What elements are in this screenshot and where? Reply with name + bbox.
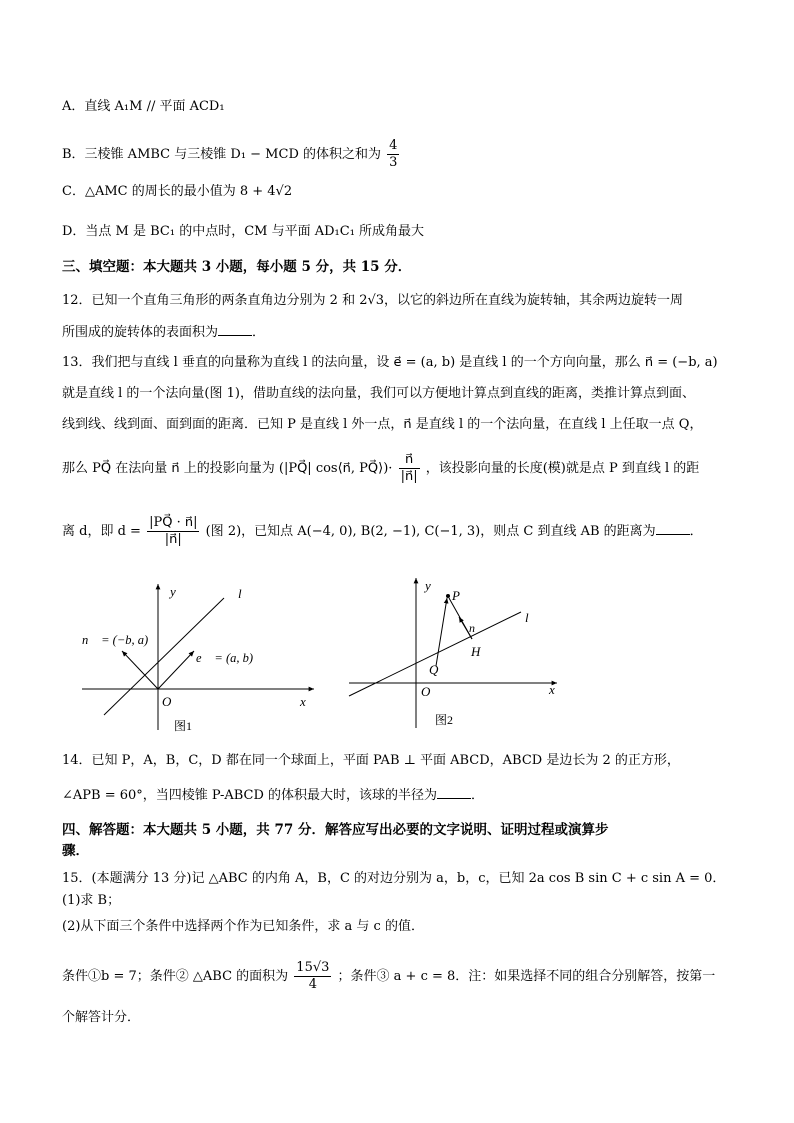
fig2-label-q: Q [429, 662, 439, 677]
q12-end: ． [252, 325, 266, 340]
q13-line4-prefix: 那么 PQ⃗ 在法向量 n⃗ 上的投影向量为 (|PQ⃗| cos⟨n⃗, PQ⃗⟩)· [62, 461, 393, 476]
option-b-text: B．三棱锥 AMBC 与三棱锥 D₁ − MCD 的体积之和为 [62, 147, 381, 162]
q14-line1: 14．已知 P，A，B，C，D 都在同一个球面上，平面 PAB ⊥ 平面 ABCD，ABCD 是边长为 2 的正方形， [62, 753, 680, 768]
section4-heading-line2: 骤． [62, 843, 89, 859]
fig2-segment-pq [436, 598, 447, 666]
q12-line1: 12．已知一个直角三角形的两条直角边分别为 2 和 2√3，以它的斜边所在直线为旋转轴，其余两边旋转一周 [62, 293, 684, 308]
fig1-label-e: e⃗ = (a, b) [196, 651, 254, 665]
q13-line2: 就是直线 l 的一个法向量(图 1)，借助直线的法向量，我们可以方便地计算点到直线的距离，类推计算点到面、 [62, 386, 695, 401]
figure-2 [343, 572, 573, 732]
q13-distance-fraction [147, 515, 199, 548]
q15-cond-suffix: ；条件③ a + c = 8．注：如果选择不同的组合分别解答，按第一 [337, 969, 716, 984]
q15-last: 个解答计分． [62, 1010, 141, 1025]
option-b [62, 138, 401, 171]
answer-blank [218, 323, 252, 336]
fig1-label-o: O [162, 694, 172, 709]
option-b-fraction [387, 138, 399, 171]
q13-unit-den: |n⃗| [400, 469, 418, 484]
q12-text: 所围成的旋转体的表面积为 [62, 325, 219, 340]
q13-unit-vector-fraction [399, 452, 420, 485]
q13-unit-num: n⃗ [399, 452, 420, 469]
q15-area-num: 15√3 [296, 960, 330, 975]
section4-heading-line1: 四、解答题：本大题共 5 小题，共 77 分．解答应写出必要的文字说明、证明过程或演算步 [62, 822, 609, 838]
fig1-label-n: n⃗ = (−b, a) [82, 633, 149, 647]
q13-line4-suffix: ，该投影向量的长度(模)就是点 P 到直线 l 的距 [425, 461, 700, 476]
q12-line2 [62, 323, 265, 343]
q15-area-fraction [294, 960, 331, 993]
option-a: A．直线 A₁M // 平面 ACD₁ [62, 99, 225, 114]
fig2-label-n: n⃗ [469, 621, 485, 635]
q13-line5-suffix: (图 2)，已知点 A(−4, 0), B(2, −1), C(−1, 3)，则点 C 到直线 AB 的距离为 [205, 524, 656, 539]
q13-line4 [62, 452, 699, 485]
option-c: C．△AMC 的周长的最小值为 8 + 4√2 [62, 184, 293, 199]
option-b-denominator: 3 [389, 155, 398, 170]
q14-line2 [62, 786, 484, 806]
answer-blank [437, 786, 471, 799]
q15-area-den: 4 [308, 977, 317, 992]
fig2-caption: 图2 [435, 713, 454, 727]
answer-blank [656, 522, 690, 535]
q13-dist-num: |PQ⃗ · n⃗| [149, 515, 198, 530]
fig1-caption: 图1 [174, 719, 193, 733]
q13-dist-den: |n⃗| [164, 532, 182, 547]
q15-cond-prefix: 条件①b = 7；条件② △ABC 的面积为 [62, 969, 289, 984]
q13-line3: 线到线、线到面、面到面的距离．已知 P 是直线 l 外一点，n⃗ 是直线 l 的一个法向量，在直线 l 上任取一点 Q， [62, 417, 703, 432]
fig1-label-y: y [170, 584, 176, 599]
figure-1 [78, 578, 328, 738]
fig2-label-o: O [421, 684, 431, 699]
fig2-point-p [446, 594, 450, 598]
section3-heading: 三、填空题：本大题共 3 小题，每小题 5 分，共 15 分． [62, 259, 412, 275]
q13-line1: 13．我们把与直线 l 垂直的向量称为直线 l 的法向量，设 e⃗ = (a, b) 是直线 l 的一个方向向量，那么 n⃗ = (−b, a) [62, 355, 718, 370]
fig2-label-l: l [525, 610, 529, 625]
fig2-label-h: H [471, 644, 481, 659]
q15-line1: 15．(本题满分 13 分)记 △ABC 的内角 A，B，C 的对边分别为 a，b，c，已知 2a cos B sin C + c sin A = 0． [62, 871, 726, 886]
q15-part2: (2)从下面三个条件中选择两个作为已知条件，求 a 与 c 的值． [62, 919, 424, 934]
fig1-label-l: l [238, 586, 242, 601]
fig2-label-p: P [452, 588, 460, 603]
q15-conditions [62, 960, 715, 993]
q15-part1: (1)求 B； [62, 893, 121, 908]
q13-line5-prefix: 离 d，即 d = [62, 524, 141, 539]
fig2-label-y: y [425, 578, 431, 593]
fig2-label-x: x [549, 682, 555, 697]
option-d: D．当点 M 是 BC₁ 的中点时，CM 与平面 AD₁C₁ 所成角最大 [62, 224, 425, 239]
q13-end: ． [689, 524, 703, 539]
q14-text: ∠APB = 60°，当四棱锥 P-ABCD 的体积最大时，该球的半径为 [62, 788, 438, 803]
option-b-numerator: 4 [389, 138, 398, 153]
fig1-label-x: x [300, 694, 306, 709]
q14-end: ． [471, 788, 485, 803]
q13-line5 [62, 515, 703, 548]
fig1-vector-n [122, 651, 158, 689]
